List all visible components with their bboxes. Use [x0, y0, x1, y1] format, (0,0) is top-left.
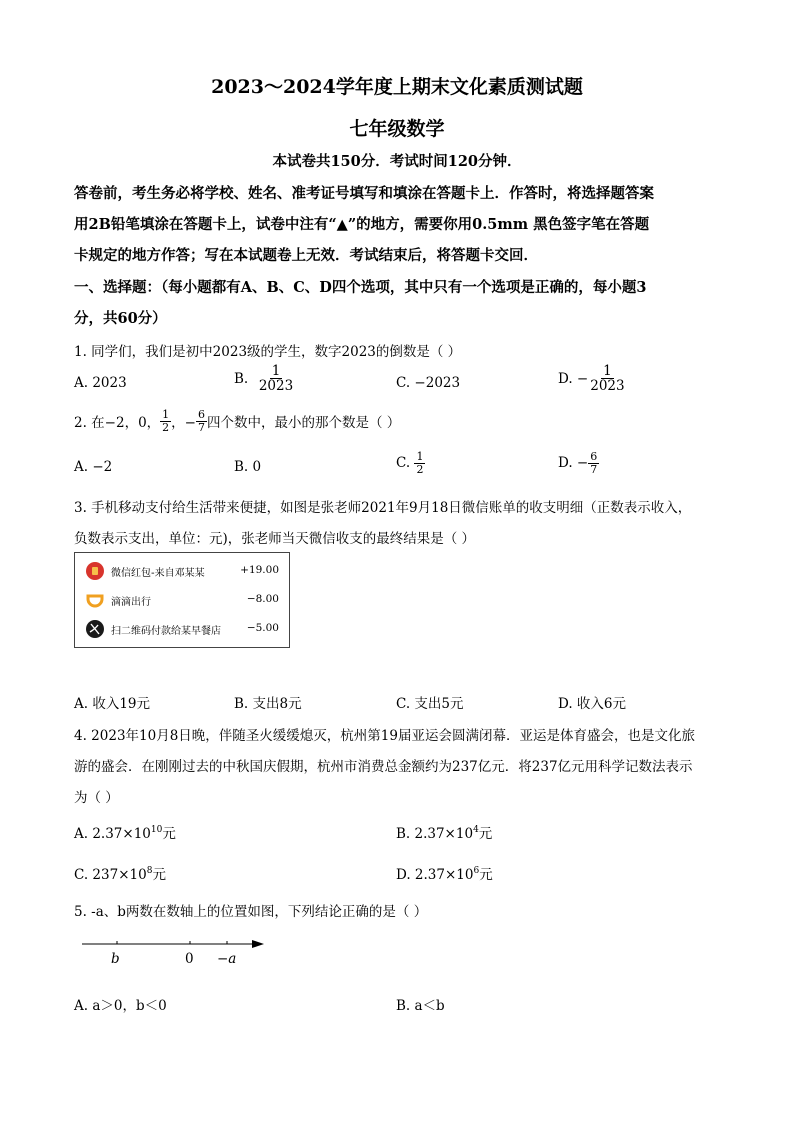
fraction-denominator: 2023 — [258, 378, 294, 395]
fraction-denominator: 2 — [416, 462, 424, 476]
fraction-denominator: 2023 — [590, 378, 625, 395]
bill-record — [75, 616, 291, 644]
section-heading-line-2: 分，共60分） — [74, 310, 167, 327]
q4-stem-line-2: 游的盛会．在刚刚过去的中秋国庆假期，杭州市消费总金额约为237亿元．将237亿元用科学记数法表示 — [74, 759, 693, 775]
didi-icon — [86, 591, 104, 609]
q3-option-b: B. 支出8元 — [234, 696, 302, 712]
wechat-bill-figure — [74, 552, 290, 648]
q2-option-c-fraction — [414, 451, 425, 475]
q4-option-b — [396, 822, 492, 842]
q1-option-b — [234, 364, 295, 393]
q1-option-d — [558, 364, 627, 393]
q4-option-a-exponent: 10 — [150, 825, 163, 835]
q2-option-d — [558, 451, 599, 475]
q4-option-c-exponent: 8 — [146, 866, 153, 876]
q3-option-d: D. 收入6元 — [558, 696, 627, 712]
instruction-line-1: 答卷前，考生务必将学校、姓名、准考证号填写和填涂在答题卡上．作答时，将选择题答案 — [74, 185, 654, 202]
fraction-numerator: 1 — [162, 408, 170, 421]
exam-subtitle: 七年级数学 — [349, 118, 445, 140]
axis-label-zero: 0 — [185, 951, 194, 967]
q2-stem-fraction-2 — [196, 409, 207, 433]
q4-option-c — [74, 863, 166, 883]
q2-option-d-label: D. − — [558, 455, 589, 472]
q1-option-a: A. 2023 — [74, 375, 127, 391]
fraction-numerator: 1 — [271, 363, 281, 379]
q4-option-a-base: A. 2.37×10 — [74, 826, 151, 842]
q2-stem-post: 四个数中，最小的那个数是（ ） — [206, 415, 401, 432]
q2-option-b: B. 0 — [234, 459, 262, 475]
bill-record — [75, 558, 291, 586]
bill-record-name: 扫二维码付款给某早餐店 — [111, 626, 221, 637]
q4-option-d-unit: 元 — [479, 867, 493, 883]
q4-option-d-base: D. 2.37×10 — [396, 867, 474, 883]
bill-record — [75, 587, 291, 615]
instruction-line-3: 卡规定的地方作答；写在本试题卷上无效．考试结束后，将答题卡交回． — [74, 247, 538, 264]
q5-stem: 5. -a、b两数在数轴上的位置如图，下列结论正确的是（ ） — [74, 904, 428, 920]
q3-stem-line-1: 3. 手机移动支付给生活带来便捷，如图是张老师2021年9月18日微信账单的收支明细（正数表示收入， — [74, 500, 692, 516]
fraction-numerator: 6 — [590, 450, 598, 463]
bill-record-amount: +19.00 — [240, 564, 279, 576]
q3-option-c: C. 支出5元 — [396, 696, 464, 712]
q1-option-b-fraction — [257, 364, 295, 393]
red-envelope-icon — [86, 562, 104, 580]
q2-stem-mid: ，− — [171, 415, 196, 432]
q4-option-a-unit: 元 — [162, 826, 176, 842]
number-line-figure — [82, 936, 272, 980]
q4-stem-line-3: 为（ ） — [74, 790, 119, 806]
fraction-denominator: 7 — [197, 420, 205, 434]
exam-info: 本试卷共150分．考试时间120分钟． — [272, 153, 522, 170]
q2-stem-fraction-1 — [160, 409, 171, 433]
section-heading-line-1: 一、选择题：（每小题都有A、B、C、D四个选项，其中只有一个选项是正确的，每小题3 — [74, 279, 647, 296]
exam-title: 2023～2024学年度上期末文化素质测试题 — [211, 76, 583, 98]
axis-label-neg-a: −a — [217, 951, 237, 967]
fraction-denominator: 7 — [590, 462, 598, 476]
q1-stem: 1. 同学们，我们是初中2023级的学生，数字2023的倒数是（ ） — [74, 344, 462, 360]
q1-option-b-label: B. — [234, 370, 249, 387]
instruction-line-2: 用2B铅笔填涂在答题卡上，试卷中注有“▲”的地方，需要你用0.5mm 黑色签字笔在答题 — [74, 216, 650, 233]
q4-option-a — [74, 822, 176, 842]
bill-record-amount: −8.00 — [246, 593, 279, 605]
q2-stem — [74, 409, 400, 433]
q4-option-b-exponent: 4 — [473, 825, 479, 835]
q4-option-b-unit: 元 — [478, 826, 493, 842]
fraction-numerator: 6 — [197, 408, 205, 421]
fraction-numerator: 1 — [416, 450, 424, 463]
q2-option-c-label: C. — [396, 455, 411, 472]
q2-stem-pre: 2. 在−2，0， — [74, 415, 161, 432]
fraction-denominator: 2 — [162, 420, 170, 434]
q5-option-b: B. a＜b — [396, 998, 445, 1014]
q2-option-d-fraction — [588, 451, 599, 475]
fraction-numerator: 1 — [603, 363, 612, 379]
bill-record-name: 滴滴出行 — [111, 597, 151, 608]
q1-option-c: C. −2023 — [396, 375, 461, 391]
q1-option-d-label: D. − — [558, 370, 589, 387]
q2-option-c — [396, 451, 425, 475]
axis-label-b: b — [111, 951, 120, 967]
q4-option-b-base: B. 2.37×10 — [396, 826, 474, 842]
q5-option-a: A. a＞0，b＜0 — [74, 998, 167, 1014]
q1-option-d-fraction — [588, 364, 626, 393]
q4-stem-line-1: 4. 2023年10月8日晚，伴随圣火缓缓熄灭，杭州第19届亚运会圆满闭幕．亚运是体育盛会，也是文化旅 — [74, 728, 695, 744]
q4-option-c-base: C. 237×10 — [74, 867, 147, 883]
q4-option-c-unit: 元 — [152, 867, 166, 883]
q2-option-a: A. −2 — [74, 459, 113, 475]
q3-option-a: A. 收入19元 — [74, 696, 151, 712]
bill-record-amount: −5.00 — [246, 622, 279, 634]
qr-pay-icon — [86, 620, 104, 638]
q3-stem-line-2: 负数表示支出，单位：元)，张老师当天微信收支的最终结果是（ ） — [74, 531, 476, 547]
q4-option-d — [396, 863, 493, 883]
q4-option-d-exponent: 6 — [473, 866, 480, 876]
bill-record-name: 微信红包-来自邓某某 — [111, 568, 205, 579]
